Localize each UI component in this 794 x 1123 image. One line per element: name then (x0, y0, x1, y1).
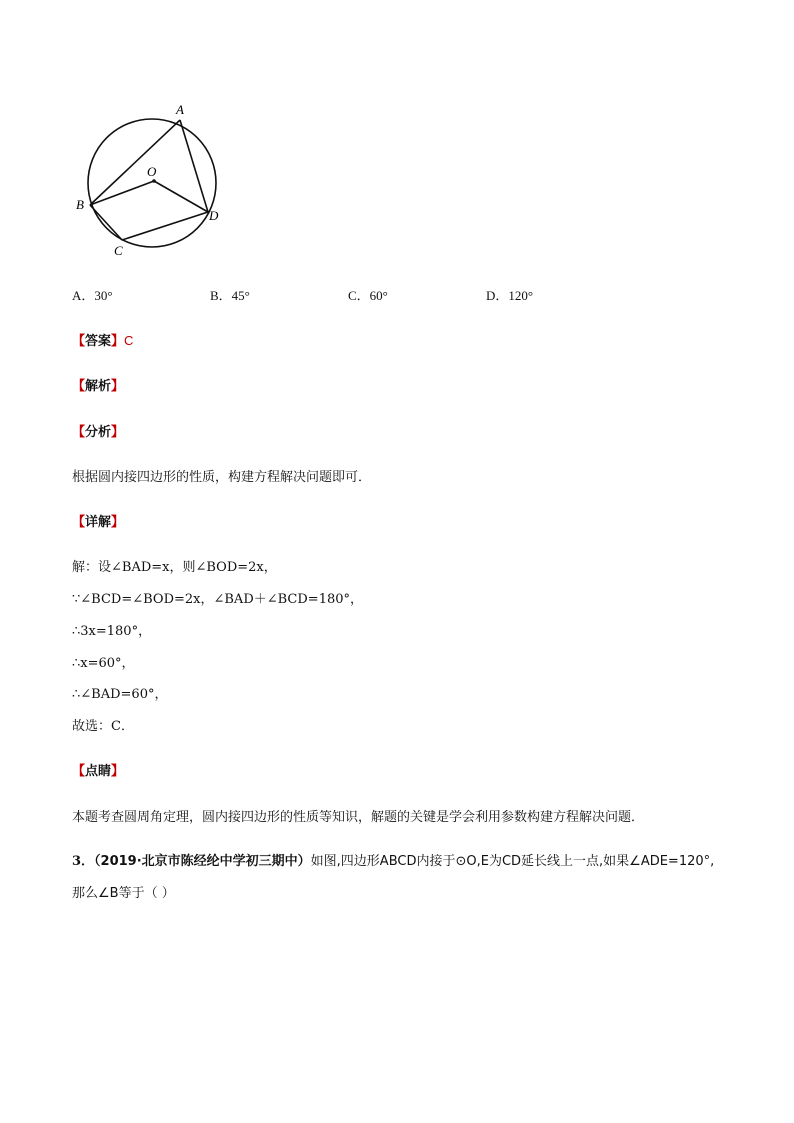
label-o: O (147, 164, 157, 179)
segment-bo (90, 181, 154, 205)
detail-line-3: ∴3x=180°， (72, 624, 152, 639)
detail-line-5: ∴∠BAD=60°， (72, 687, 168, 702)
question-number: 3． (72, 854, 95, 869)
question-source: （2019·北京市陈经纶中学初三期中） (94, 854, 311, 869)
option-d: D．120° (486, 288, 534, 303)
analysis-heading: 【解析】 (72, 379, 125, 394)
center-point (152, 179, 156, 183)
detail-line-4: ∴x=60°， (72, 656, 135, 671)
geometry-figure (72, 95, 242, 270)
label-b: B (76, 197, 84, 212)
dianjing-heading: 【点睛】 (72, 764, 125, 779)
option-a: A．30° (72, 288, 113, 303)
segment-cd (122, 212, 208, 240)
fenxi-text: 根据圆内接四边形的性质，构建方程解决问题即可． (72, 470, 372, 485)
question-3-line-2: 那么∠B等于（ ） (72, 886, 175, 901)
label-a: A (176, 102, 184, 117)
option-b: B．45° (210, 288, 250, 303)
question-3-line-1 (72, 850, 714, 869)
option-c: C．60° (348, 288, 388, 303)
answer-row: 【答案】C (72, 333, 134, 349)
label-c: C (114, 243, 123, 258)
circle-o (88, 119, 216, 247)
question-stem: 如图,四边形ABCD内接于⊙O,E为CD延长线上一点,如果∠ADE=120°, (310, 854, 715, 869)
detail-line-2: ∵∠BCD=∠BOD=2x，∠BAD＋∠BCD=180°， (72, 592, 364, 607)
answer-value: C (124, 333, 134, 348)
segment-bc (90, 205, 122, 240)
dianjing-text: 本题考查圆周角定理，圆内接四边形的性质等知识，解题的关键是学会利用参数构建方程解决问题． (72, 810, 645, 825)
fenxi-heading: 【分析】 (72, 425, 125, 440)
detail-line-1: 解：设∠BAD=x，则∠BOD=2x， (72, 560, 277, 575)
segment-ba (90, 120, 180, 205)
detail-line-6: 故选：C． (72, 719, 134, 734)
detail-heading: 【详解】 (72, 515, 125, 530)
label-d: D (209, 208, 219, 223)
